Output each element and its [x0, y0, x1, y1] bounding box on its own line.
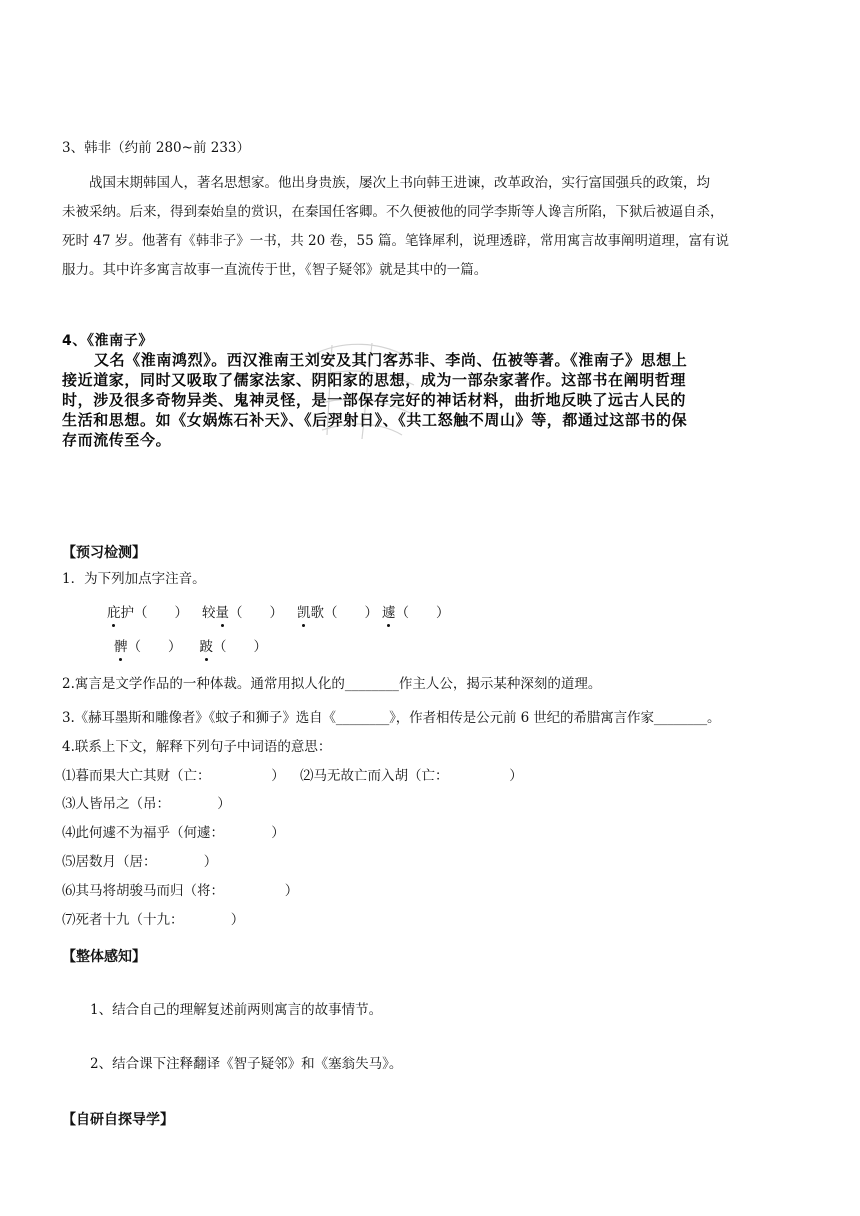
q3-text: 3.《赫耳墨斯和雕像者》《蚊子和狮子》选自《________》，作者相传是公元前 6 世纪的希腊寓言作家________。	[62, 710, 721, 726]
han-fei-line: 战国末期韩国人，著名思想家。他出身贵族，屡次上书向韩王进谏，改革政治，实行富国强兵的政策，均	[89, 175, 710, 191]
huainanzi-line: 生活和思想。如《女娲炼石补天》、《后羿射日》、《共工怒触不周山》等，都通过这部书的保	[62, 411, 688, 429]
q4-label: 4.联系上下文，解释下列句子中词语的意思：	[62, 739, 332, 755]
q4-item: ⑴暮而果大亡其财（亡： ）	[62, 768, 285, 784]
huainanzi-line: 存而流传至今。	[62, 431, 172, 449]
watermark-stamp-icon	[302, 335, 422, 445]
han-fei-line: 未被采纳。后来，得到秦始皇的赏识，在秦国任客卿。不久便被他的同学李斯等人谗言所陷，下狱后被逼自杀，	[62, 204, 724, 220]
q4-item: ⑺死者十九（十九： ）	[62, 912, 245, 928]
pinyin-item: 髀（ ）	[114, 639, 182, 655]
q4-item: ⑶人皆吊之（吊： ）	[62, 796, 231, 812]
han-fei-line: 服力。其中许多寓言故事一直流传于世，《智子疑邻》就是其中的一篇。	[62, 262, 488, 278]
overall-heading: 【整体感知】	[62, 949, 146, 965]
huainanzi-line: 时，涉及很多奇物异类、鬼神灵怪，是一部保存完好的神话材料，曲折地反映了远古人民的	[62, 391, 687, 409]
q4-item: ⑹其马将胡骏马而归（将： ）	[62, 883, 299, 899]
preview-check-heading: 【预习检测】	[62, 545, 146, 561]
pinyin-row-2	[114, 641, 267, 655]
pinyin-item: 较量（ ）	[202, 605, 283, 621]
q4-item: ⑷此何遽不为福乎（何遽： ）	[62, 825, 285, 841]
huainanzi-line: 又名《淮南鸿烈》。西汉淮南王刘安及其门客苏非、李尚、伍被等著。《淮南子》思想上	[94, 351, 688, 369]
han-fei-line: 死时 47 岁。他著有《韩非子》一书，共 20 卷，55 篇。笔锋犀利，说理透辟，常用寓言故事阐明道理，富有说	[62, 233, 729, 249]
overall-q2: 2、结合课下注释翻译《智子疑邻》和《塞翁失马》。	[90, 1056, 403, 1072]
han-fei-paragraph	[62, 169, 802, 285]
q1-label: 1．为下列加点字注音。	[62, 571, 206, 587]
pinyin-row-1	[107, 607, 450, 621]
pinyin-item: 庇护（ ）	[107, 605, 188, 621]
huainanzi-heading: 4、《淮南子》	[62, 333, 153, 349]
huainanzi-line: 接近道家，同时又吸取了儒家法家、阴阳家的思想，成为一部杂家著作。这部书在阐明哲理	[62, 371, 687, 389]
overall-q1: 1、结合自己的理解复述前两则寓言的故事情节。	[90, 1002, 383, 1018]
self-study-heading: 【自研自探导学】	[62, 1112, 174, 1128]
pinyin-item: 跛（ ）	[199, 639, 267, 655]
q2-text: 2.寓言是文学作品的一种体裁。通常用拟人化的________作主人公，揭示某种深刻的道理。	[62, 676, 602, 692]
q4-item: ⑸居数月（居： ）	[62, 854, 218, 870]
pinyin-item: 凯歌（ ）	[297, 605, 378, 621]
pinyin-item: 遽（ ）	[382, 605, 450, 621]
han-fei-heading: 3、韩非（约前 280~前 233）	[62, 140, 251, 156]
q4-item: ⑵马无故亡而入胡（亡： ）	[300, 768, 523, 784]
